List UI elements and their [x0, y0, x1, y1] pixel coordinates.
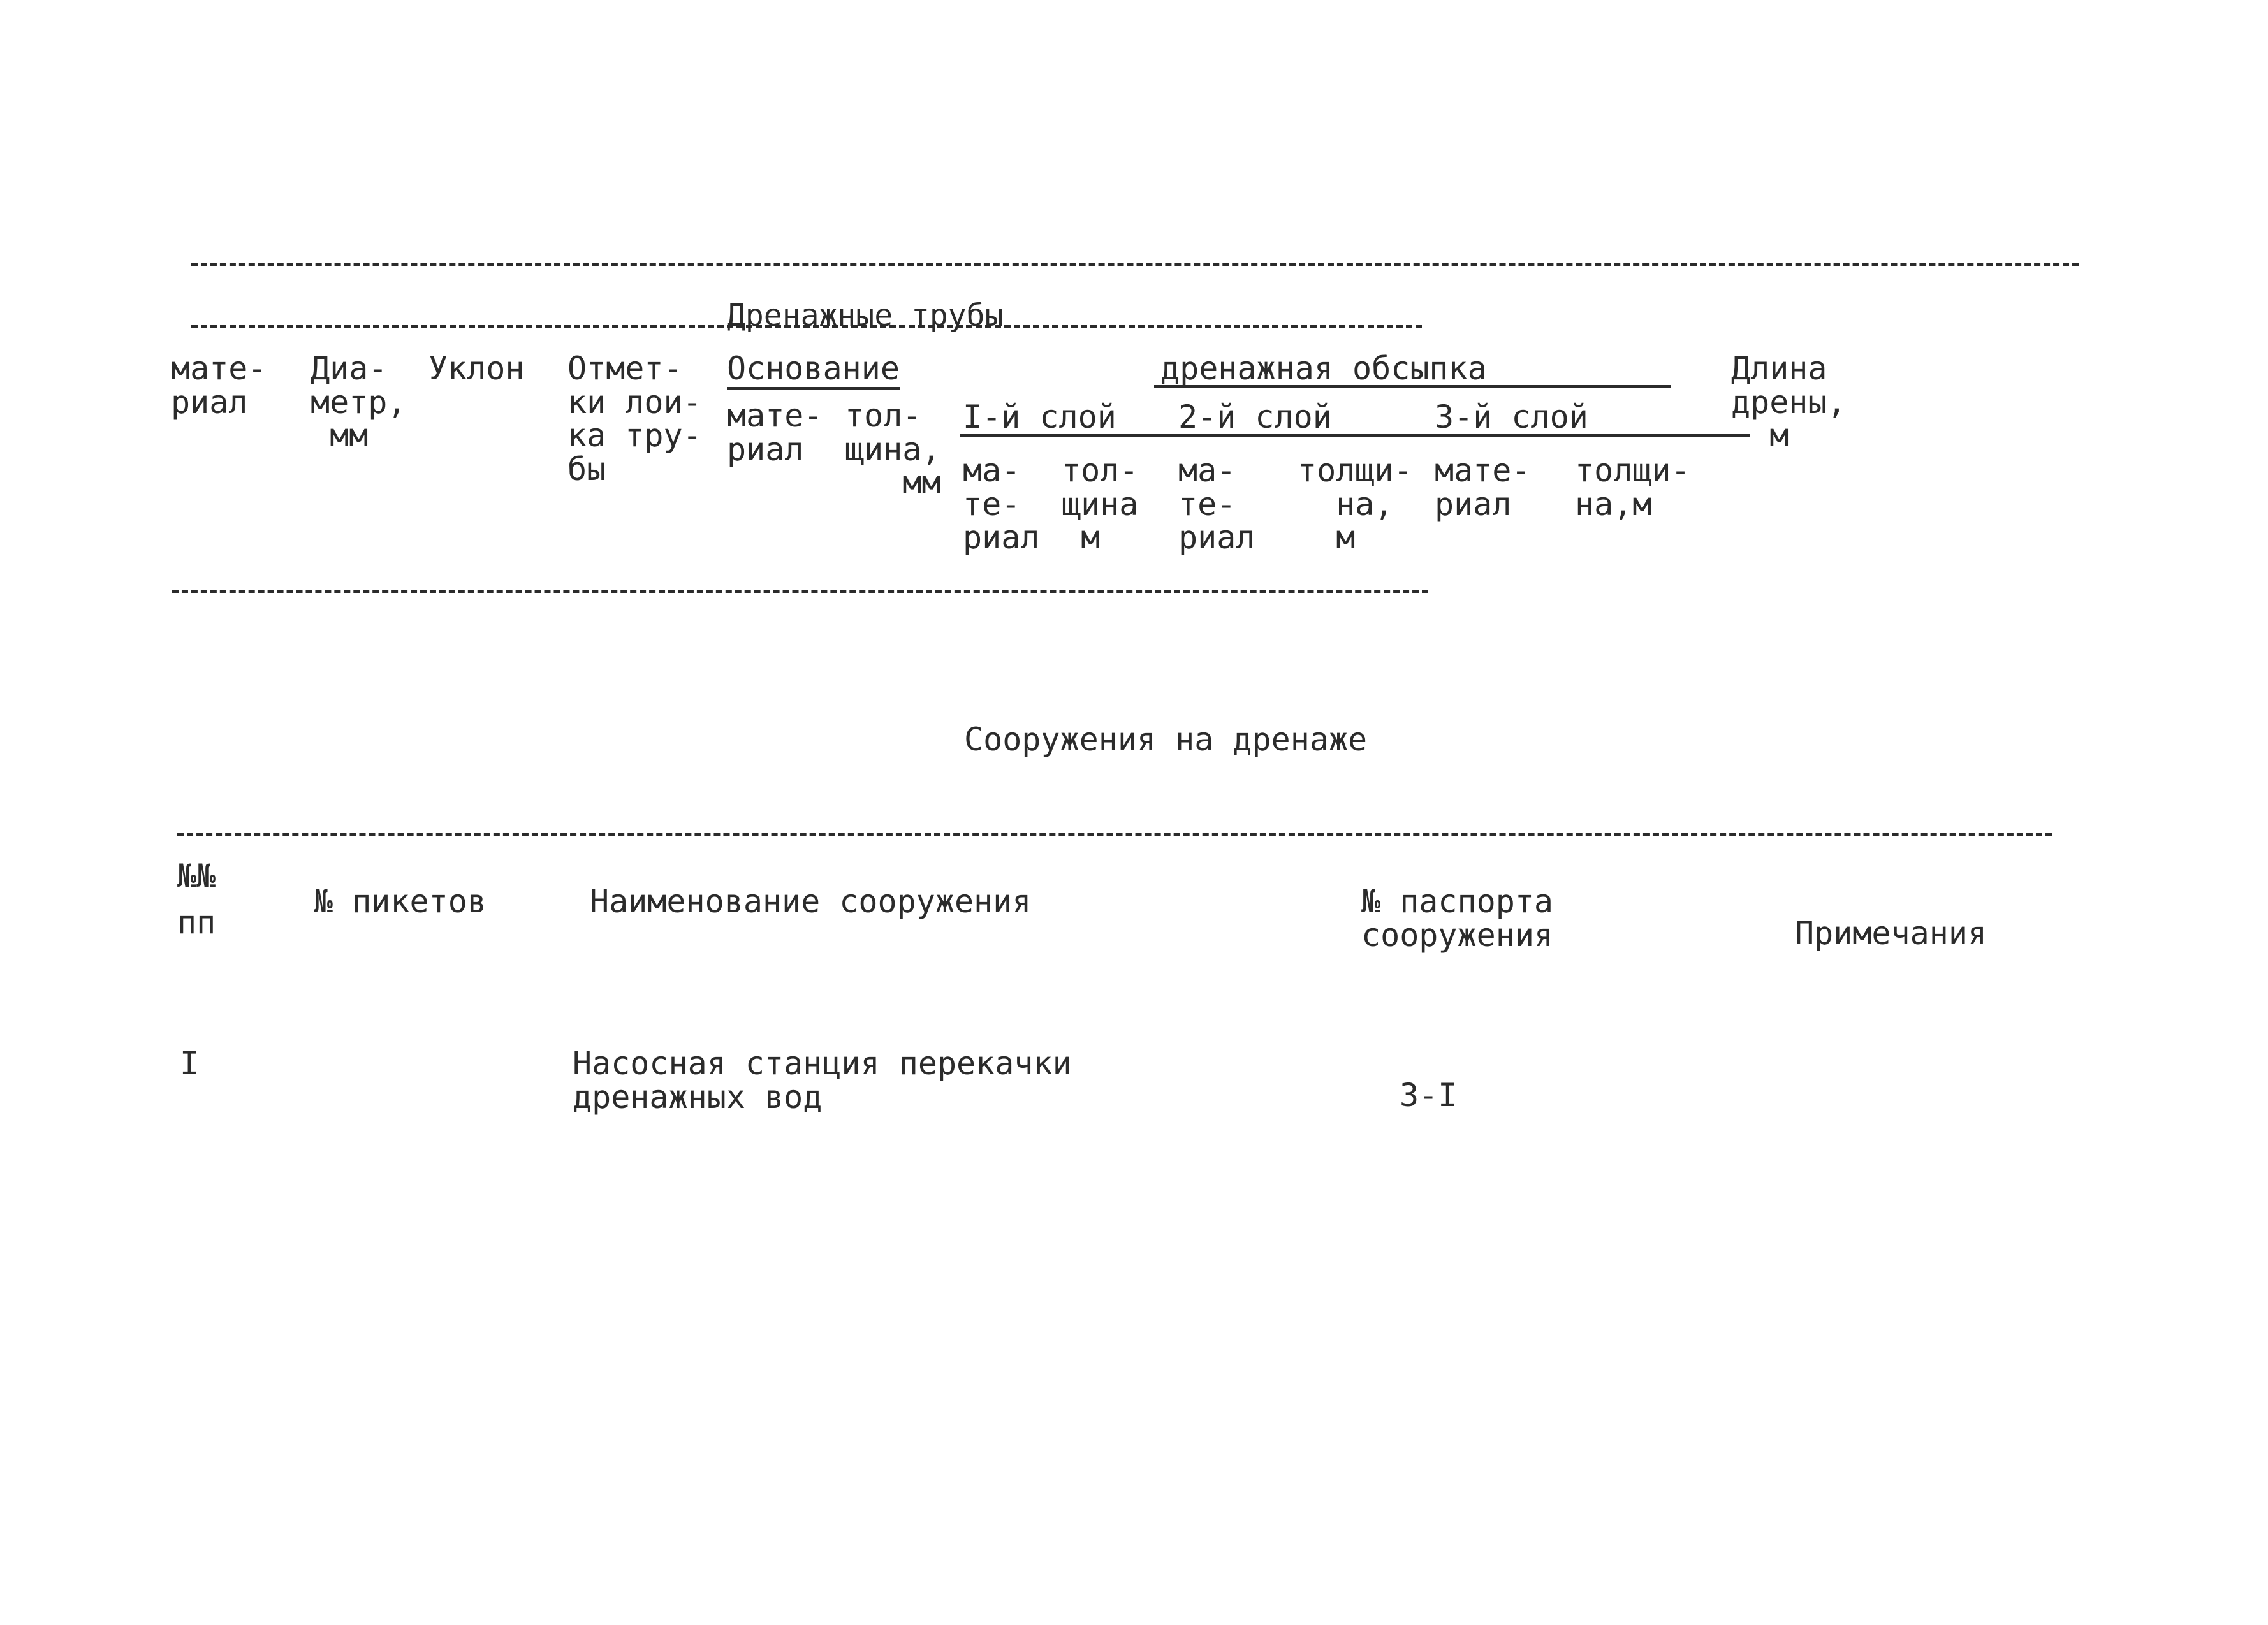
- col-base-thickness: тол- щина, мм: [845, 397, 941, 501]
- layer3-header: 3-й слой: [1435, 398, 1588, 435]
- table1-group-title: Дренажные трубы: [727, 298, 1004, 333]
- layer3-material: мате- риал: [1435, 452, 1531, 523]
- col-number: №№ пп: [177, 857, 216, 941]
- col-passport: № паспорта сооружения: [1361, 883, 1554, 954]
- col-pickets: № пикетов: [314, 883, 487, 920]
- col-diameter: Диа- метр, мм: [311, 350, 407, 454]
- layer3-thickness: толщи- на,м: [1575, 452, 1690, 523]
- layers-underline: [960, 434, 1750, 437]
- table1-bottom-rule: [172, 590, 1428, 593]
- col-structure-name: Наименование сооружения: [590, 883, 1032, 920]
- row-number: I: [180, 1045, 200, 1082]
- section-title: Сооружения на дренаже: [964, 721, 1368, 758]
- col-base-material: мате- риал: [727, 397, 823, 468]
- layer1-header: I-й слой: [963, 398, 1116, 435]
- col-base: Основание: [727, 352, 900, 390]
- row-passport: 3-I: [1400, 1077, 1458, 1114]
- layer1-material: ма- те- риал: [963, 452, 1040, 556]
- layer2-material: ма- те- риал: [1178, 452, 1255, 556]
- layer2-thickness: толщи- на, м: [1298, 452, 1413, 556]
- row-structure-name: Насосная станция перекачки дренажных вод: [573, 1045, 1072, 1116]
- fill-underline: [1154, 385, 1671, 388]
- col-drainage-fill: дренажная обсыпка: [1160, 350, 1487, 387]
- col-material: мате- риал: [171, 350, 267, 421]
- col-drain-length: Длина дрены, м: [1731, 350, 1847, 454]
- col-elevation: Отмет- ки лои- ка тру- бы: [567, 350, 702, 488]
- table1-top-rule: [191, 263, 2079, 266]
- table2-top-rule: [177, 833, 2052, 836]
- col-notes: Примечания: [1795, 915, 1987, 952]
- col-slope: Уклон: [428, 350, 525, 387]
- layer1-thickness: тол- щина м: [1062, 452, 1139, 556]
- layer2-header: 2-й слой: [1178, 398, 1332, 435]
